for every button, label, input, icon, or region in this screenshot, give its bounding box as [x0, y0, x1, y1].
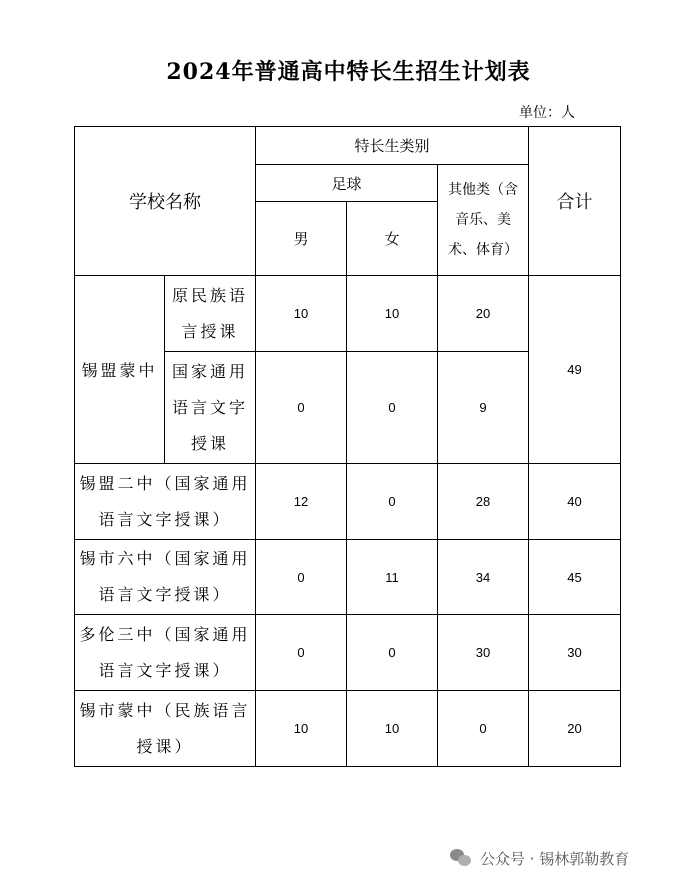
watermark	[450, 846, 629, 870]
female-count: 0	[347, 352, 438, 464]
other-count: 0	[438, 691, 529, 767]
other-count: 9	[438, 352, 529, 464]
male-count: 0	[256, 352, 347, 464]
enrollment-table	[74, 126, 621, 767]
other-count: 20	[438, 276, 529, 352]
total-count: 40	[529, 464, 621, 540]
other-count: 28	[438, 464, 529, 540]
female-count: 10	[347, 691, 438, 767]
male-count: 10	[256, 691, 347, 767]
unit-label: 单位：人	[519, 105, 575, 121]
school-sub-name: 原民族语言授课	[165, 276, 256, 352]
header-others: 其他类（含音乐、美术、体育）	[438, 165, 529, 276]
school-name: 锡盟二中（国家通用语言文字授课）	[75, 464, 256, 540]
other-count: 34	[438, 540, 529, 615]
total-count: 20	[529, 691, 621, 767]
school-sub-name: 国家通用语言文字授课	[165, 352, 256, 464]
female-count: 11	[347, 540, 438, 615]
header-category: 特长生类别	[256, 127, 529, 165]
male-count: 0	[256, 615, 347, 691]
wechat-icon	[450, 849, 472, 867]
page-title: 2024年普通高中特长生招生计划表	[166, 59, 531, 85]
header-female: 女	[347, 202, 438, 276]
table-row	[75, 691, 621, 767]
header-male: 男	[256, 202, 347, 276]
male-count: 10	[256, 276, 347, 352]
header-football: 足球	[256, 165, 438, 202]
table-row	[75, 540, 621, 615]
school-name: 锡市蒙中（民族语言授课）	[75, 691, 256, 767]
table-row	[75, 276, 621, 352]
female-count: 0	[347, 615, 438, 691]
table-row	[75, 464, 621, 540]
watermark-text: 公众号 · 锡林郭勒教育	[480, 849, 630, 868]
header-school-name: 学校名称	[75, 127, 256, 276]
total-count: 45	[529, 540, 621, 615]
header-total: 合计	[529, 127, 621, 276]
male-count: 12	[256, 464, 347, 540]
total-count: 49	[529, 276, 621, 464]
male-count: 0	[256, 540, 347, 615]
total-count: 30	[529, 615, 621, 691]
school-name: 多伦三中（国家通用语言文字授课）	[75, 615, 256, 691]
school-name: 锡盟蒙中	[75, 276, 165, 464]
school-name: 锡市六中（国家通用语言文字授课）	[75, 540, 256, 615]
female-count: 10	[347, 276, 438, 352]
other-count: 30	[438, 615, 529, 691]
table-row	[75, 615, 621, 691]
female-count: 0	[347, 464, 438, 540]
